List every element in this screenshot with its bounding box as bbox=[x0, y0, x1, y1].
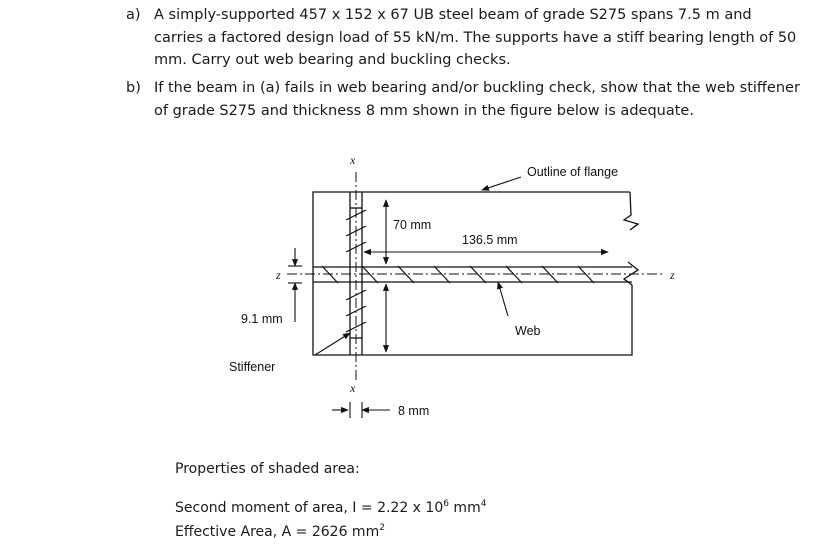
effective-area-line bbox=[175, 524, 385, 540]
axis-x-top-label: x bbox=[350, 153, 356, 167]
effective-area-exp: 2 bbox=[379, 523, 385, 533]
properties-heading: Properties of shaded area: bbox=[175, 461, 360, 477]
second-moment-text: Second moment of area, I = 2.22 x 10 bbox=[175, 500, 444, 516]
web-leader bbox=[498, 282, 508, 316]
axis-x-bottom-label: x bbox=[350, 381, 356, 395]
web-thickness-label: 9.1 mm bbox=[241, 312, 283, 326]
flange-outline-label: Outline of flange bbox=[527, 165, 619, 179]
question-a-text: A simply-supported 457 x 152 x 67 UB steel beam of grade S275 spans 7.5 m and carries a factored design load of 55 kN/m. The supports have a stiff bearing length of 50 mm. Carry out web bearing and buckling checks. bbox=[154, 7, 797, 68]
question-a-label: a) bbox=[126, 7, 141, 23]
stiffener-thickness-label: 8 mm bbox=[398, 404, 430, 418]
effective-area-text: Effective Area, A = 2626 mm bbox=[175, 524, 380, 540]
stiffener-label: Stiffener bbox=[229, 360, 276, 374]
stiffener-thickness-dimension bbox=[332, 402, 390, 418]
question-b-text: If the beam in (a) fails in web bearing and/or buckling check, show that the web stiffener of grade S275 and thickness 8 mm shown in the figure below is adequate. bbox=[154, 80, 800, 119]
second-moment-unit: mm bbox=[448, 500, 481, 516]
flange-leader bbox=[482, 177, 521, 190]
axis-z-left-label: z bbox=[276, 268, 281, 282]
question-b-label: b) bbox=[126, 80, 141, 96]
second-moment-line bbox=[175, 500, 486, 516]
stiffener-width-label: 70 mm bbox=[393, 218, 432, 232]
web-thickness-dimension bbox=[288, 248, 302, 322]
web-length-label: 136.5 mm bbox=[462, 233, 518, 247]
stiffener-leader bbox=[315, 333, 350, 355]
web-label: Web bbox=[515, 324, 541, 338]
second-moment-exp: 6 bbox=[443, 499, 449, 509]
second-moment-unit-exp: 4 bbox=[480, 499, 487, 509]
axis-z-right-label: z bbox=[670, 268, 675, 282]
